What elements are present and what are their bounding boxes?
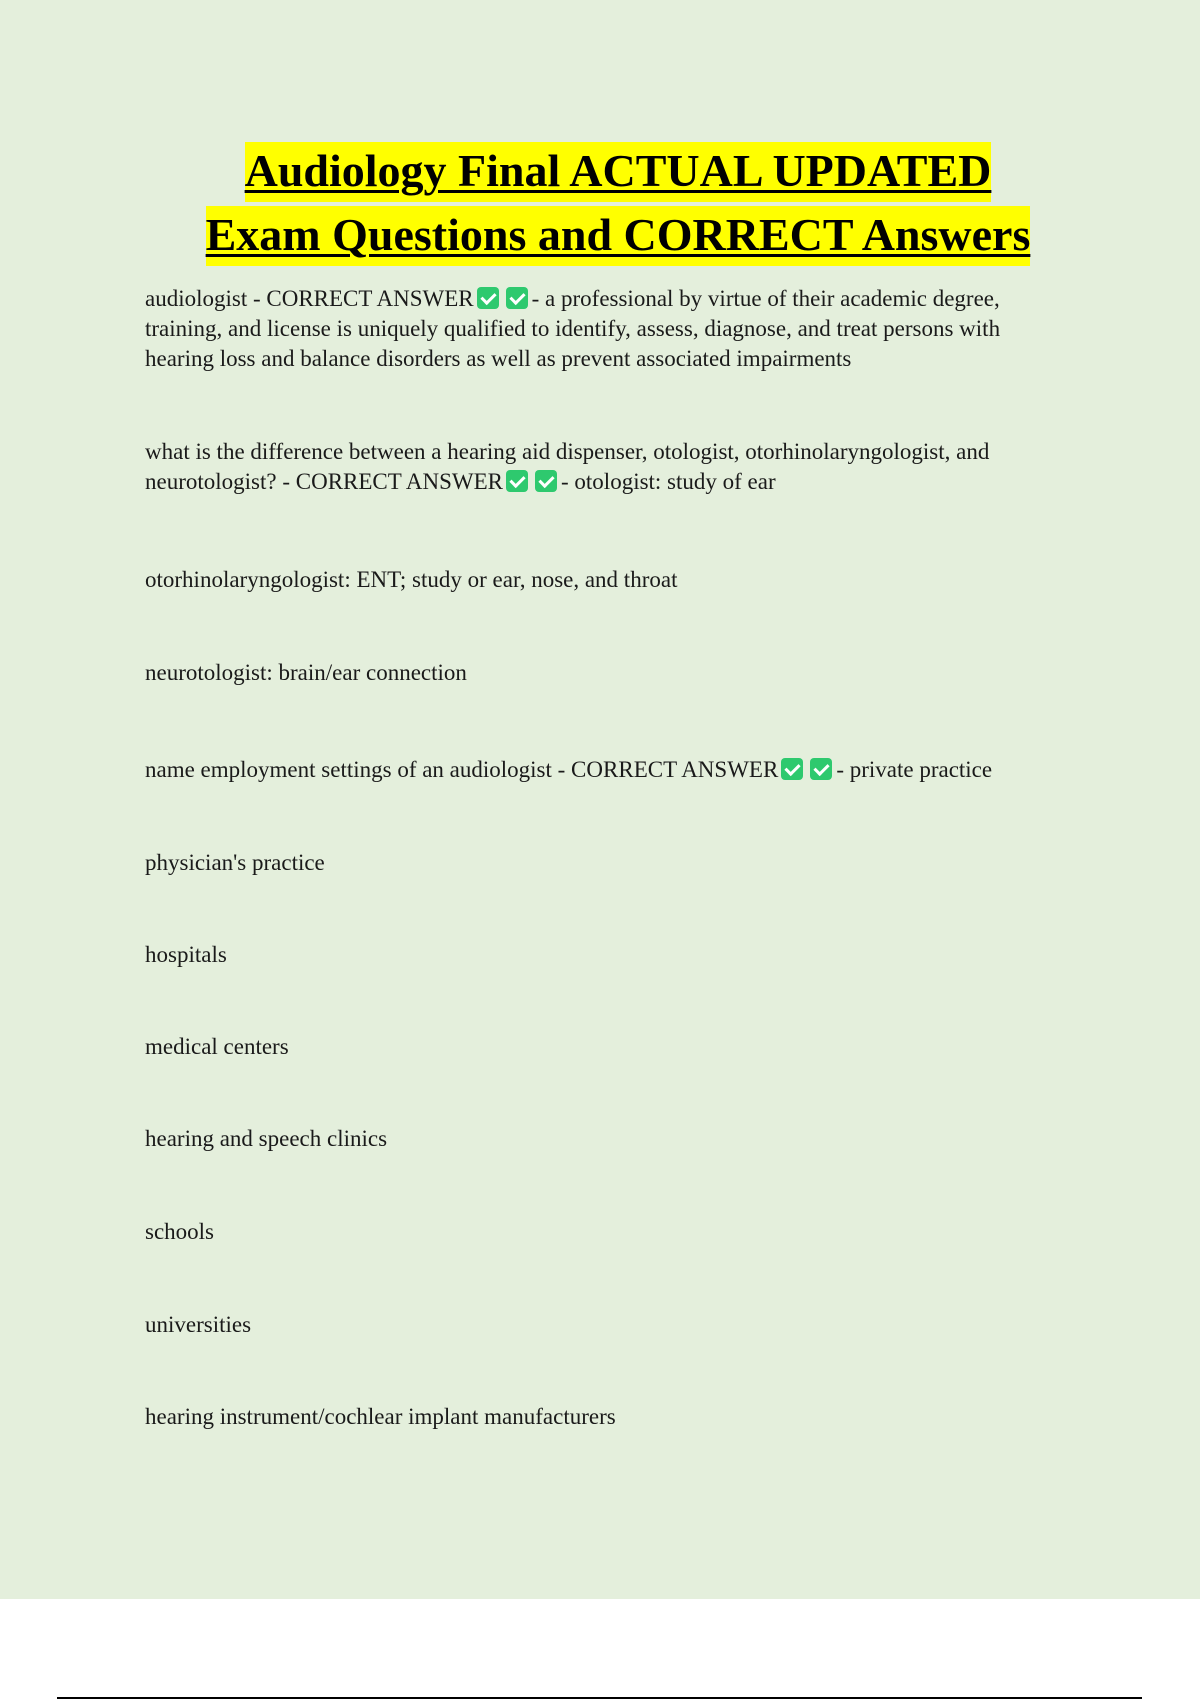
question-text: name employment settings of an audiologist - CORRECT ANSWER [145, 757, 779, 782]
answer-line: neurotologist: brain/ear connection [145, 660, 467, 685]
answer-line: hearing and speech clinics [145, 1126, 388, 1151]
qa-entry-difference [145, 437, 1060, 497]
title-line-1: Audiology Final ACTUAL UPDATED [245, 142, 992, 202]
answer-line: physician's practice [145, 850, 325, 875]
answer-text: - otologist: study of ear [561, 469, 776, 494]
check-mark-icon [477, 287, 499, 309]
check-mark-icon [781, 758, 803, 780]
answer-text: - private practice [836, 757, 993, 782]
answer-text: - a professional by virtue of their academic degree, training, and license is uniquely qualified to identify, assess, diagnose, and treat persons with hearing loss and balance disorders as well as prevent associated impairments [145, 286, 1001, 371]
check-mark-icon [506, 287, 528, 309]
answer-line: hearing instrument/cochlear implant manufacturers [145, 1404, 616, 1429]
qa-entry-audiologist [145, 284, 1060, 374]
question-text: audiologist - CORRECT ANSWER [145, 286, 474, 311]
check-mark-icon [810, 758, 832, 780]
answer-line: medical centers [145, 1034, 289, 1059]
answer-line: otorhinolaryngologist: ENT; study or ear, nose, and throat [145, 567, 678, 592]
question-text: what is the difference between a hearing aid dispenser, otologist, otorhinolaryngologist, and neurotologist? - CORRECT ANSWER [145, 439, 990, 494]
answer-line: hospitals [145, 942, 227, 967]
title-line-2: Exam Questions and CORRECT Answers [206, 206, 1031, 266]
answer-line: universities [145, 1312, 252, 1337]
check-mark-icon [535, 470, 557, 492]
check-mark-icon [506, 470, 528, 492]
footer-divider [57, 1697, 1142, 1699]
document-title [0, 142, 1200, 268]
answer-line: schools [145, 1219, 214, 1244]
qa-entry-employment [145, 755, 1060, 785]
